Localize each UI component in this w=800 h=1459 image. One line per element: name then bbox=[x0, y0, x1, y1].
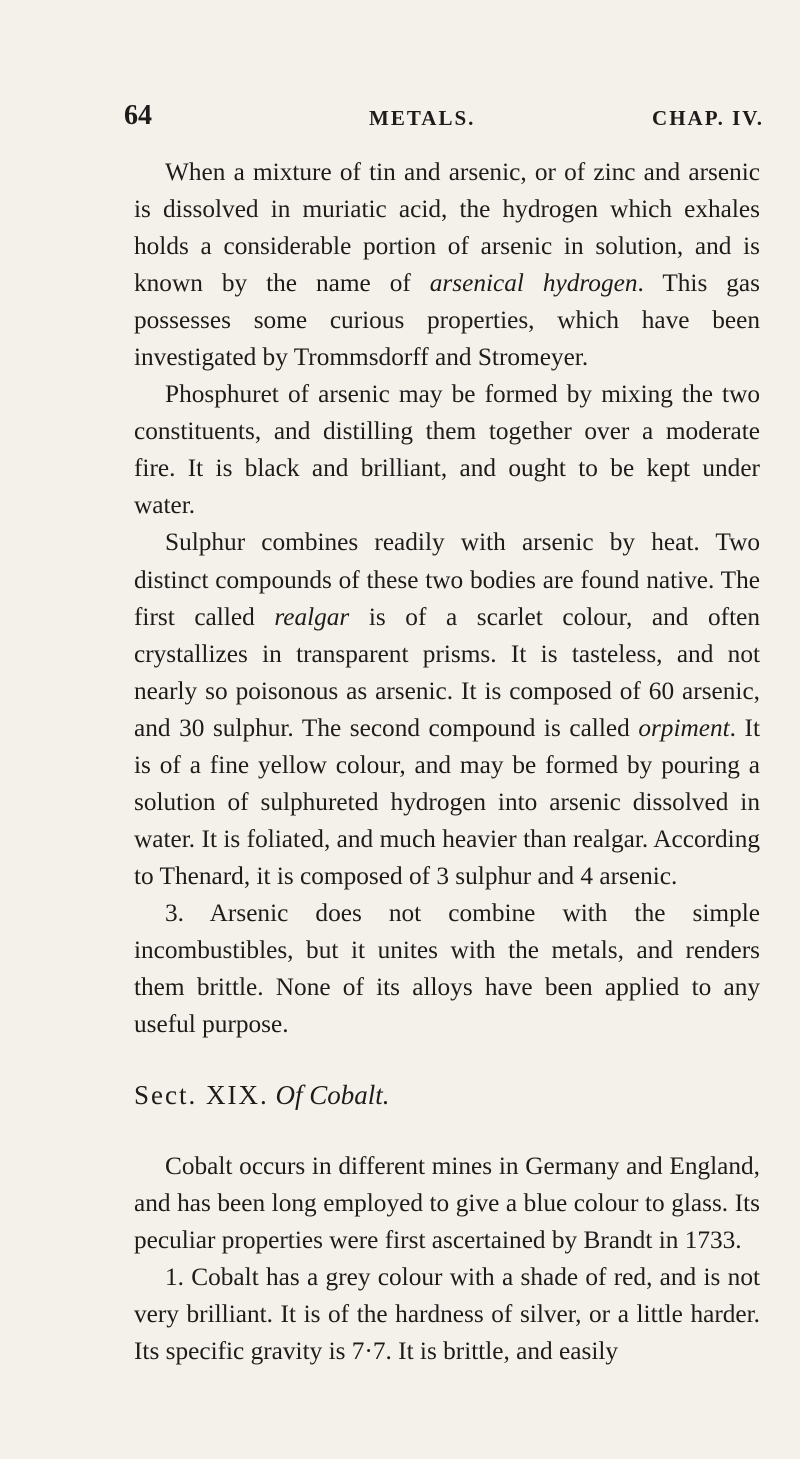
text-run: . It is of a fine yellow colour, and may be formed by pouring a solution of sulphureted hydrogen into arsenic dissolved in water. It is foliated, and much heavier than realgar. According to Thenard, it is composed of 3 sulphur and 4 arsenic. bbox=[134, 713, 760, 890]
paragraph-cobalt-intro: Cobalt occurs in different mines in Germany and England, and has been long employed to give a blue colour to glass. Its peculiar properties were first ascertained by Brandt in 1733. bbox=[134, 1152, 760, 1255]
italic-term: arsenical hydrogen bbox=[429, 269, 638, 298]
paragraph-incombustibles: 3. Arsenic does not combine with the simple incombustibles, but it unites with the metals, and renders them brittle. None of its alloys have been applied to any useful purpose. bbox=[134, 898, 760, 1039]
paragraph-phosphuret: Phosphuret of arsenic may be formed by mixing the two constituents, and distilling them together over a moderate fire. It is black and brilliant, and ought to be kept under water. bbox=[134, 380, 760, 520]
running-title: METALS. bbox=[369, 106, 476, 130]
body-text bbox=[134, 154, 760, 1370]
italic-term: realgar bbox=[274, 602, 350, 631]
text-run: is of a scarlet colour, and often crystallizes in transparent prisms. It is tasteless, and not nearly so poisonous as arsenic. It is composed of 60 arsenic, and 30 sulphur. The second compound is called bbox=[134, 602, 760, 742]
text-run: . This gas possesses some curious properties, which have been investigated by Trommsdorff and Stromeyer. bbox=[134, 269, 760, 372]
text-run: Sulphur combines readily with arsenic by heat. Two distinct compounds of these two bodies are found native. The first called bbox=[134, 528, 760, 631]
italic-term: orpiment bbox=[638, 713, 730, 742]
section-label: Sect. XIX. bbox=[134, 1080, 269, 1111]
page-number: 64 bbox=[124, 100, 152, 131]
section-title: Of Cobalt. bbox=[275, 1080, 390, 1111]
paragraph-sulphur bbox=[134, 524, 760, 894]
chapter-label: CHAP. IV. bbox=[652, 106, 764, 130]
paragraph-cobalt-properties: 1. Cobalt has a grey colour with a shade of red, and is not very brilliant. It is of the hardness of silver, or a little harder. Its specific gravity is 7·7. It is brittle, and easily bbox=[134, 1263, 760, 1366]
section-heading bbox=[134, 1077, 760, 1114]
paragraph-arsenical-hydrogen bbox=[134, 154, 760, 376]
running-head bbox=[124, 100, 764, 140]
text-run: When a mixture of tin and arsenic, or of zinc and arsenic is dissolved in muriatic acid, the hydrogen which exhales holds a considerable portion of arsenic in solution, and is known by the name of bbox=[134, 158, 760, 298]
